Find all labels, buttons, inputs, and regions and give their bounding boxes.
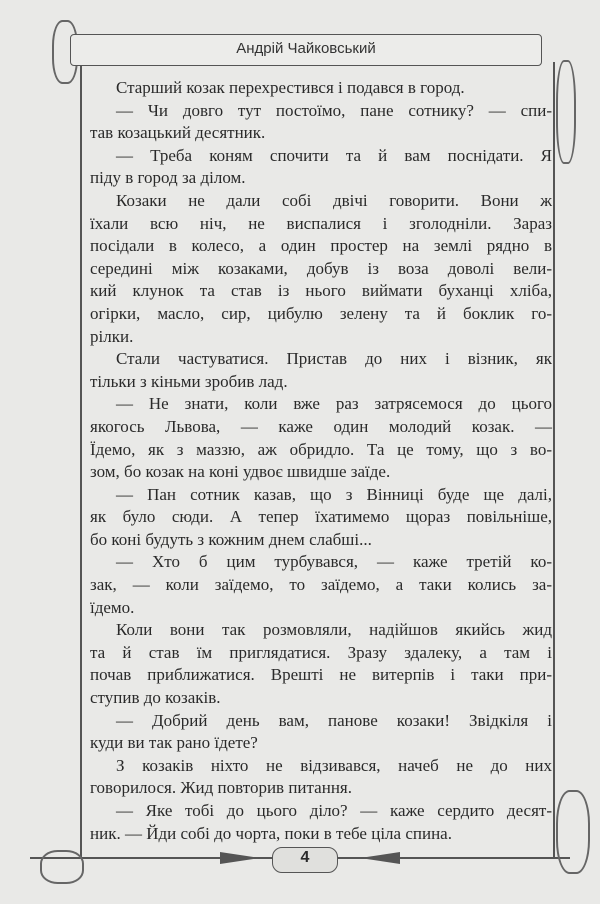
text-line: — Треба коням спочити та й вам поснідати. Я <box>116 145 552 165</box>
ribbon-ornament-bottom-left <box>40 850 84 884</box>
text-line: — Хто б цим турбувався, — каже третій ко- <box>116 552 552 572</box>
author-name: Андрій Чайковський <box>236 40 376 57</box>
text-line: їхали всю ніч, не виспалися і зголодніли. Зараз <box>90 213 552 233</box>
text-line: — Добрий день вам, панове козаки! Звідкіля і <box>116 710 552 730</box>
text-line: їдемо. <box>90 597 135 617</box>
text-line: — Чи довго тут постоїмо, пане сотнику? — спи- <box>116 100 552 120</box>
text-line: — Яке тобі до цього діло? — каже сердито десят- <box>116 801 552 820</box>
text-line: зак, — коли заїдемо, то заїдемо, а таки колись за- <box>90 575 552 595</box>
ribbon-ornament-top-right <box>556 60 576 164</box>
text-line: Стали частуватися. Пристав до них і візник, як <box>116 349 552 369</box>
text-line: — Пан сотник казав, що з Вінниці буде ще далі, <box>116 484 552 504</box>
text-line: тав козацький десятник. <box>90 123 266 143</box>
text-line: Старший козак перехрестився і подався в город. <box>116 78 465 97</box>
text-line: ник. — Йди собі до чорта, поки в тебе ціла спина. <box>90 823 452 843</box>
text-line: почав приближатися. Врешті не витерпів і таки при- <box>90 665 552 685</box>
text-line: бо коні будуть з кожним днем слабші... <box>90 529 372 549</box>
spear-tip-left-icon <box>220 852 260 864</box>
text-line: як було сюди. А тепер їхатимемо щораз повільніше, <box>90 507 552 527</box>
text-line: Коли вони так розмовляли, надійшов якийсь жид <box>116 620 552 640</box>
text-line: ступив до козаків. <box>90 688 221 708</box>
page-number: 4 <box>300 849 310 866</box>
text-line: рілки. <box>90 326 134 346</box>
running-header <box>70 34 542 66</box>
text-line: З козаків ніхто не відзивався, начеб не до них <box>116 755 552 775</box>
text-line: піду в город за ділом. <box>90 168 246 188</box>
text-line: посідали в колесо, а один простер на землі рядно в <box>90 236 552 256</box>
text-line: тільки з кіньми зробив лад. <box>90 371 288 391</box>
page-number-scroll <box>272 847 338 873</box>
text-line: огірки, масло, сир, цибулю зелену та й боклик го- <box>90 303 552 323</box>
text-line: куди ви так рано їдете? <box>90 733 258 753</box>
body-text <box>90 77 552 845</box>
text-line: середині між козаками, добув із воза доволі вели- <box>90 258 552 278</box>
frame-right-border <box>553 62 555 857</box>
text-line: та й став їм приглядатися. Зразу здалеку, а там і <box>90 642 552 662</box>
text-line: зом, бо козак на коні удвоє швидше заїде. <box>90 462 391 482</box>
text-line: Козаки не дали собі двічі говорити. Вони ж <box>116 190 552 210</box>
frame-left-border <box>80 62 82 857</box>
text-line: — Не знати, коли вже раз затрясемося до цього <box>116 394 552 414</box>
text-line: кий клунок та став із нього виймати буханці хліба, <box>90 281 552 301</box>
text-line: якогось Львова, — каже один молодий козак. — <box>90 416 552 436</box>
text-line: говорилося. Жид повторив питання. <box>90 778 352 798</box>
spear-tip-right-icon <box>360 852 400 864</box>
ribbon-ornament-bottom-right <box>556 790 590 874</box>
text-line: Їдемо, як з маззю, аж обридло. Та це тому, що з во- <box>90 439 552 459</box>
